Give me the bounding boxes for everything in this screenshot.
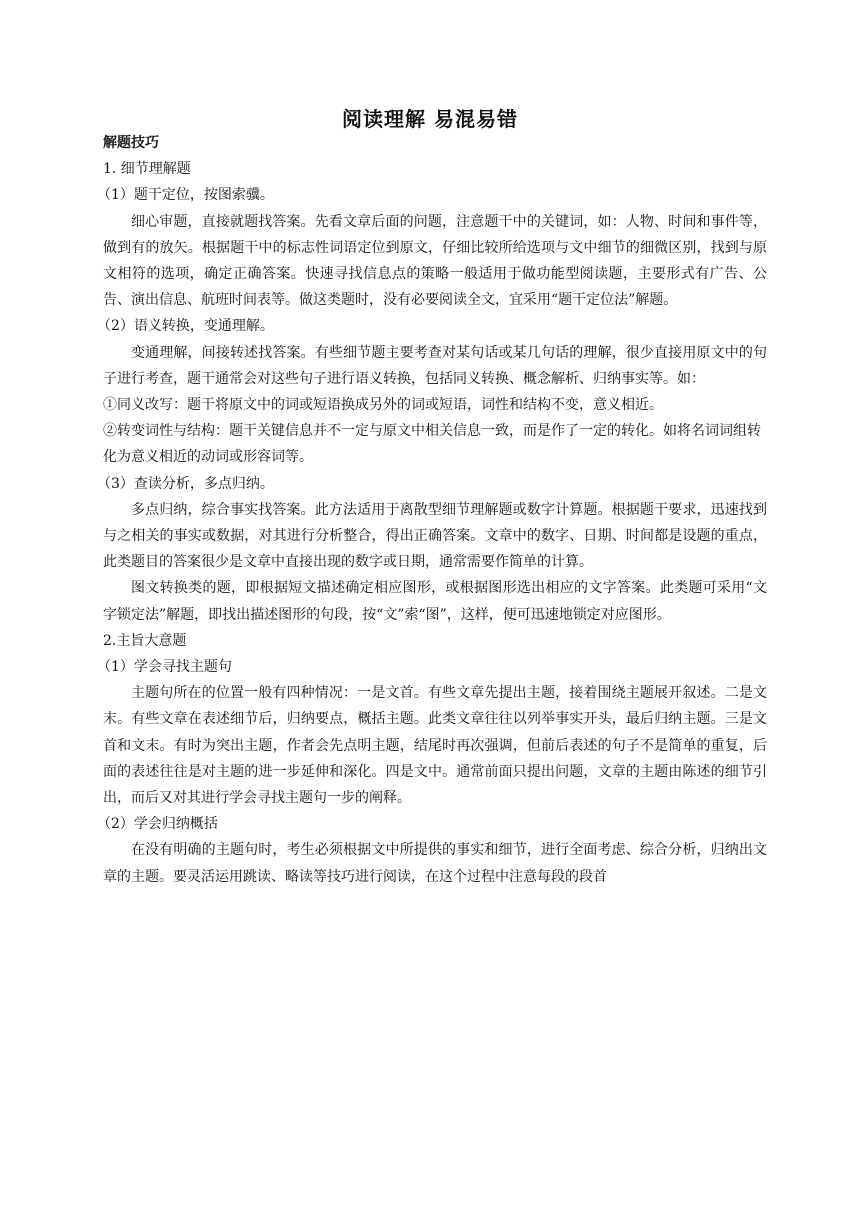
paragraph-semantic-conversion: 变通理解，间接转述找答案。有些细节题主要考查对某句话或某几句话的理解，很少直接用原文中的句子进行考查，题干通常会对这些句子进行语义转换，包括同义转换、概念解析、归纳事实等。如： bbox=[103, 344, 767, 387]
document-title: 阅读理解 易混易错 bbox=[342, 107, 518, 131]
paragraph-find-topic-sentence: 主题句所在的位置一般有四种情况：一是文首。有些文章先提出主题，接着围绕主题展开叙述。二是文末。有些文章在表述细节后，归纳要点，概括主题。此类文章往往以列举事实开头，最后归纳主题。三是文首和文末。有时为突出主题，作者会先点明主题，结尾时再次强调，但前后表述的句子不是简单的重复，后面的表述往往是对主题的进一步延伸和深化。四是文中。通常前面只提出问题，文章的主题由陈述的细节引出，而后又对其进行学会寻找主题句一步的阐释。 bbox=[103, 685, 767, 807]
subheading-semantic-conversion: （2）语义转换，变通理解。 bbox=[97, 318, 274, 335]
document-body bbox=[97, 130, 767, 890]
heading-main-idea-questions: 2.主旨大意题 bbox=[103, 632, 187, 649]
heading-detail-questions: 1. 细节理解题 bbox=[103, 161, 191, 178]
paragraph-part-of-speech-change: ②转变词性与结构：题干关键信息并不一定与原文中相关信息一致，而是作了一定的转化。如将名词词组转化为意义相近的动词或形容词等。 bbox=[103, 423, 761, 466]
paragraph-locate-by-stem: 细心审题，直接就题找答案。先看文章后面的问题，注意题干中的关键词，如：人物、时间和事件等，做到有的放矢。根据题干中的标志性词语定位到原文，仔细比较所给选项与文中细节的细微区别，找到与原文相符的选项，确定正确答案。快速寻找信息点的策略一般适用于做功能型阅读题，主要形式有广告、公告、演出信息、航班时间表等。做这类题时，没有必要阅读全文，宜采用“题干定位法”解题。 bbox=[103, 213, 767, 309]
subheading-locate-by-stem: （1）题干定位，按图索骥。 bbox=[97, 187, 274, 204]
section-heading: 解题技巧 bbox=[103, 135, 159, 151]
subheading-scan-analysis: （3）查读分析，多点归纳。 bbox=[97, 475, 274, 492]
subheading-summarize: （2）学会归纳概括 bbox=[97, 816, 218, 833]
subheading-find-topic-sentence: （1）学会寻找主题句 bbox=[97, 659, 232, 676]
paragraph-summarize: 在没有明确的主题句时，考生必须根据文中所提供的事实和细节，进行全面考虑、综合分析，归纳出文章的主题。要灵活运用跳读、略读等技巧进行阅读，在这个过程中注意每段的段首 bbox=[103, 842, 767, 885]
paragraph-image-text-conversion: 图文转换类的题，即根据短文描述确定相应图形，或根据图形选出相应的文字答案。此类题可采用“文字锁定法”解题，即找出描述图形的句段，按“文”索“图”，这样，便可迅速地锁定对应图形。 bbox=[103, 580, 767, 623]
paragraph-synonym-rewrite: ①同义改写：题干将原文中的词或短语换成另外的词或短语，词性和结构不变，意义相近。 bbox=[103, 397, 663, 414]
paragraph-scan-analysis: 多点归纳，综合事实找答案。此方法适用于离散型细节理解题或数字计算题。根据题干要求，迅速找到与之相关的事实或数据，对其进行分析整合，得出正确答案。文章中的数字、日期、时间都是设题的重点，此类题目的答案很少是文章中直接出现的数字或日期，通常需要作简单的计算。 bbox=[103, 501, 767, 571]
